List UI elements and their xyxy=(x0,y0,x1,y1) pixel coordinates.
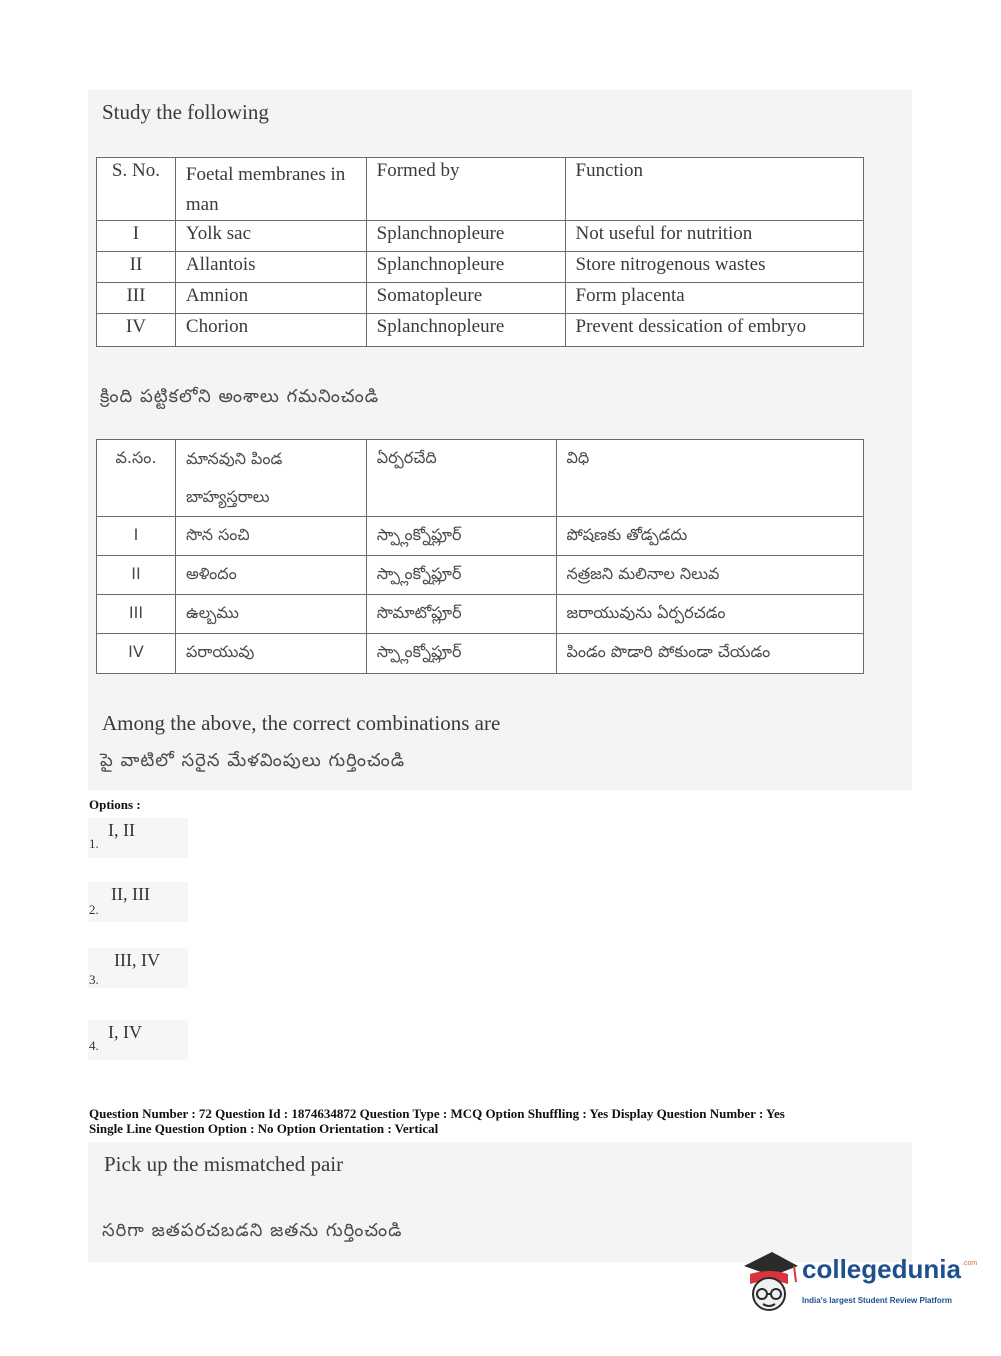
question-2-prompt-en: Pick up the mismatched pair xyxy=(104,1152,344,1176)
option-2-value[interactable]: II, III xyxy=(111,884,150,904)
option-number: 3. xyxy=(89,972,99,987)
option-3-value[interactable]: III, IV xyxy=(114,950,160,970)
header-membrane: Foetal membranes in man xyxy=(175,158,366,221)
cell-formed-by: Somatopleure xyxy=(366,283,565,314)
cell-sno: I xyxy=(97,517,176,556)
header-sno: వ.సం. xyxy=(97,440,176,517)
cell-formed-by: సొమాటోప్లూర్ xyxy=(366,595,556,634)
option-number: 1. xyxy=(89,836,99,851)
cell-sno: III xyxy=(97,595,176,634)
header-function: విధి xyxy=(556,440,864,517)
option-4-value[interactable]: I, IV xyxy=(108,1022,142,1042)
cell-formed-by: స్ప్లాంక్నోప్లూర్ xyxy=(366,634,556,674)
cell-membrane: పరాయువు xyxy=(175,634,366,674)
question-heading-en: Study the following xyxy=(102,100,269,124)
table-row xyxy=(97,556,864,595)
question-meta-line-1: Question Number : 72 Question Id : 1874634872 Question Type : MCQ Option Shuffling : Yes Display Question Number : Yes xyxy=(89,1106,785,1121)
question-heading-te: క్రింది పట్టికలోని అంశాలు గమనించండి xyxy=(100,386,380,407)
cell-function: పోషణకు తోడ్పడదు xyxy=(556,517,864,556)
question-2-prompt-te: సరిగా జతపరచబడని జతను గుర్తించండి xyxy=(102,1220,403,1241)
cell-function: పిండం పొడారి పోకుండా చేయడం xyxy=(556,634,864,674)
option-1-scan xyxy=(88,818,188,858)
cell-membrane: Amnion xyxy=(175,283,366,314)
cell-membrane: ఉల్బము xyxy=(175,595,366,634)
logo-suffix: .com xyxy=(962,1260,978,1267)
cell-formed-by: Splanchnopleure xyxy=(366,252,565,283)
cell-membrane: సొన సంచి xyxy=(175,517,366,556)
table-row xyxy=(97,634,864,674)
header-membrane: మానవుని పిండ బాహ్యస్తరాలు xyxy=(175,440,366,517)
cell-function: నత్రజని మలినాల నిలువ xyxy=(556,556,864,595)
header-formed-by: ఏర్పరచేది xyxy=(366,440,556,517)
header-sno: S. No. xyxy=(97,158,176,221)
cell-sno: IV xyxy=(97,314,176,347)
cell-function: Not useful for nutrition xyxy=(565,221,864,252)
option-1-value[interactable]: I, II xyxy=(108,820,135,840)
cell-membrane: Allantois xyxy=(175,252,366,283)
cell-function: Prevent dessication of embryo xyxy=(565,314,864,347)
cell-function: Form placenta xyxy=(565,283,864,314)
table-row xyxy=(97,517,864,556)
collegedunia-logo xyxy=(740,1248,978,1318)
table-header-row xyxy=(97,440,864,517)
cell-sno: II xyxy=(97,252,176,283)
cell-sno: IV xyxy=(97,634,176,674)
mascot-icon xyxy=(740,1248,800,1318)
question-prompt-te: పై వాటిలో సరైన మేళవింపులు గుర్తించండి xyxy=(100,750,406,771)
cell-sno: II xyxy=(97,556,176,595)
logo-wordmark: collegedunia xyxy=(802,1254,961,1284)
cell-formed-by: స్ప్లాంక్నోప్లూర్ xyxy=(366,556,556,595)
table-row xyxy=(97,283,864,314)
cell-sno: I xyxy=(97,221,176,252)
cell-membrane: Chorion xyxy=(175,314,366,347)
cell-membrane: అళిందం xyxy=(175,556,366,595)
cell-formed-by: స్ప్లాంక్నోప్లూర్ xyxy=(366,517,556,556)
question-prompt-en: Among the above, the correct combinations are xyxy=(102,711,501,735)
option-number: 2. xyxy=(89,902,99,917)
table-row xyxy=(97,221,864,252)
cell-function: జరాయువును ఏర్పరచడం xyxy=(556,595,864,634)
english-table xyxy=(96,157,864,347)
question-meta-line-2: Single Line Question Option : No Option Orientation : Vertical xyxy=(89,1121,439,1136)
table-row xyxy=(97,314,864,347)
cell-formed-by: Splanchnopleure xyxy=(366,221,565,252)
header-function: Function xyxy=(565,158,864,221)
cell-function: Store nitrogenous wastes xyxy=(565,252,864,283)
logo-tagline: India's largest Student Review Platform xyxy=(802,1296,952,1305)
header-formed-by: Formed by xyxy=(366,158,565,221)
options-label: Options : xyxy=(89,797,141,812)
cell-sno: III xyxy=(97,283,176,314)
telugu-table xyxy=(96,439,864,674)
cell-formed-by: Splanchnopleure xyxy=(366,314,565,347)
table-row xyxy=(97,595,864,634)
table-header-row xyxy=(97,158,864,221)
table-row xyxy=(97,252,864,283)
option-number: 4. xyxy=(89,1038,99,1053)
cell-membrane: Yolk sac xyxy=(175,221,366,252)
